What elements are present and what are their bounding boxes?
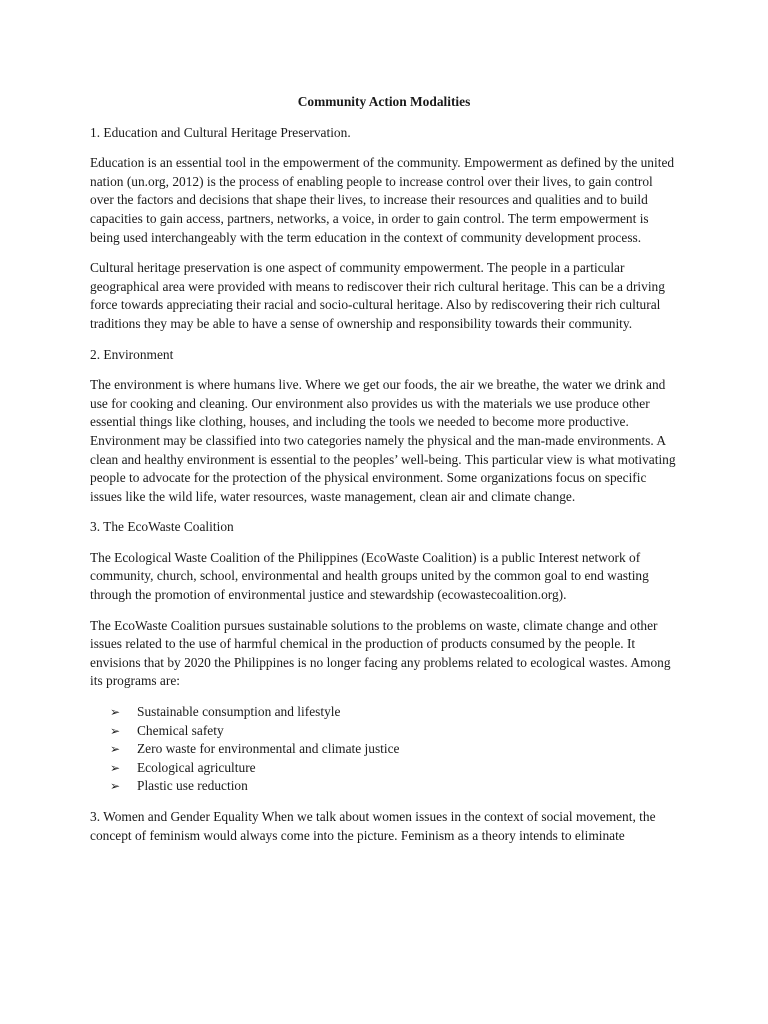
- paragraph-environment: The environment is where humans live. Where we get our foods, the air we breathe, the water we drink and use for cooking and cleaning. Our environment also provides us with the materials we use produce other essential things like clothing, houses, and including the tools we needed to become more productive. Environment may be classified into two categories namely the physical and the man-made environments. A clean and healthy environment is essential to the peoples’ well-being. This particular view is what motivating people to advocate for the protection of the physical environment. Some organizations focus on specific issues like the wild life, water resources, waste management, clean air and climate change.: [90, 377, 676, 504]
- list-item: [110, 777, 678, 796]
- section-heading-environment: 2. Environment: [90, 346, 174, 362]
- programs-list: [90, 703, 678, 796]
- list-item-text: Zero waste for environmental and climate justice: [137, 741, 400, 757]
- paragraph-women-gender-equality: 3. Women and Gender Equality When we talk about women issues in the context of social movement, the concept of feminism would always come into the picture. Feminism as a theory intends to eliminate: [90, 809, 656, 843]
- arrowhead-bullet-icon: ➢: [110, 742, 121, 757]
- list-item-text: Ecological agriculture: [137, 759, 256, 775]
- arrowhead-bullet-icon: ➢: [110, 760, 121, 775]
- list-item: [110, 722, 678, 741]
- list-item: [110, 740, 678, 759]
- list-item-text: Chemical safety: [137, 722, 224, 738]
- paragraph-education: Education is an essential tool in the empowerment of the community. Empowerment as defined by the united nation (un.org, 2012) is the process of enabling people to increase control over their lives, to gain control over the factors and decisions that shape their lives, to increase their resources and qualities and to build capacities to gain access, partners, networks, a voice, in order to gain control. The term empowerment is being used interchangeably with the term education in the context of community development process.: [90, 155, 675, 245]
- list-item: [110, 703, 678, 722]
- paragraph-cultural-heritage: Cultural heritage preservation is one aspect of community empowerment. The people in a particular geographical area were provided with means to rediscover their rich cultural heritage. This can be a driving force towards appreciating their racial and socio-cultural heritage. Also by rediscovering their rich cultural traditions they may be able to have a sense of ownership and responsibility towards their community.: [90, 260, 665, 331]
- section-heading-ecowaste: 3. The EcoWaste Coalition: [90, 519, 234, 535]
- paragraph-ecowaste-intro: The Ecological Waste Coalition of the Philippines (EcoWaste Coalition) is a public Interest network of community, church, school, environmental and health groups united by the common goal to end wasting through the promotion of environmental justice and stewardship (ecowastecoalition.org).: [90, 549, 649, 603]
- arrowhead-bullet-icon: ➢: [110, 779, 121, 794]
- list-item: [110, 759, 678, 778]
- section-heading-education: 1. Education and Cultural Heritage Preservation.: [90, 124, 351, 140]
- list-item-text: Plastic use reduction: [137, 778, 248, 794]
- document-title: Community Action Modalities: [297, 94, 471, 109]
- arrowhead-bullet-icon: ➢: [110, 723, 121, 738]
- paragraph-ecowaste-programs: The EcoWaste Coalition pursues sustainable solutions to the problems on waste, climate change and other issues related to the use of harmful chemical in the production of products consumed by the people. It envisions that by 2020 the Philippines is no longer facing any problems related to ecological wastes. Among its programs are:: [90, 617, 671, 689]
- arrowhead-bullet-icon: ➢: [110, 705, 121, 720]
- list-item-text: Sustainable consumption and lifestyle: [137, 704, 341, 720]
